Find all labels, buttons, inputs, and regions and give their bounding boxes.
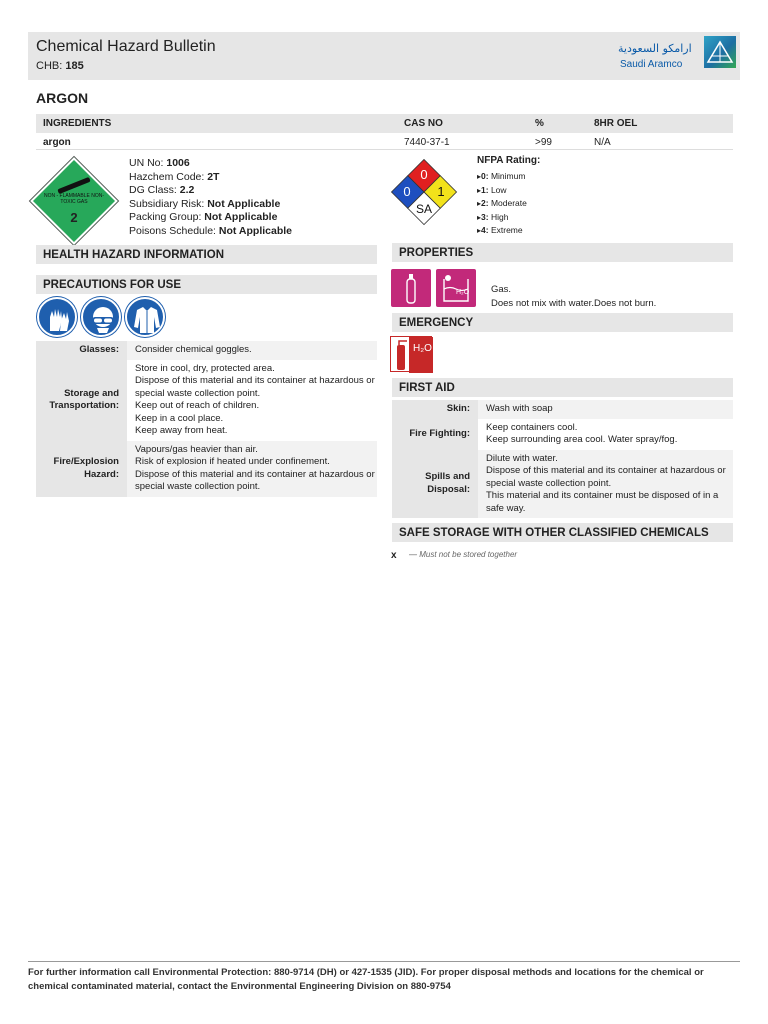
h2o-label: H₂O xyxy=(413,343,432,354)
section-precautions: PRECAUTIONS FOR USE xyxy=(36,275,377,294)
table-row xyxy=(392,400,733,419)
ingredient-percent: >99 xyxy=(535,137,552,148)
chb-number: CHB: 185 xyxy=(36,60,84,72)
saudi-aramco-logo xyxy=(618,35,736,77)
section-emergency: EMERGENCY xyxy=(392,313,733,332)
un-info xyxy=(129,157,292,238)
storage-note: — Must not be stored together xyxy=(409,550,518,559)
list-item: ▸ 1: Low xyxy=(477,184,527,198)
substance-name: ARGON xyxy=(36,90,89,106)
list-item: ▸ 0: Minimum xyxy=(477,170,527,184)
ingredient-oel: N/A xyxy=(594,137,611,148)
ingredients-header xyxy=(36,114,733,133)
table-row xyxy=(36,360,377,441)
row-value: Consider chemical goggles. xyxy=(127,341,377,360)
list-item: ▸ 2: Moderate xyxy=(477,197,527,211)
col-ingredients: INGREDIENTS xyxy=(43,118,112,129)
row-value: Store in cool, dry, protected area. Dispose of this material and its container at hazardous or special waste collection point. Keep out of reach of children. Keep in a cool place. Keep away from heat. xyxy=(135,362,375,436)
lab-coat-icon xyxy=(125,297,165,337)
row-label: Fire/Explosion Hazard: xyxy=(36,441,127,497)
section-health-hazard: HEALTH HAZARD INFORMATION xyxy=(36,245,377,264)
h2o-label: H₂O xyxy=(456,289,470,296)
table-row xyxy=(392,419,733,450)
table-row xyxy=(36,441,377,497)
section-properties: PROPERTIES xyxy=(392,243,733,262)
aramco-logo-icon xyxy=(704,36,736,68)
col-oel: 8HR OEL xyxy=(594,118,638,129)
bulletin-header xyxy=(28,32,740,80)
footer-divider xyxy=(28,961,740,962)
row-label: Skin: xyxy=(392,400,478,419)
table-row xyxy=(36,133,733,150)
section-safe-storage: SAFE STORAGE WITH OTHER CLASSIFIED CHEMICALS xyxy=(392,523,733,542)
table-row xyxy=(392,450,733,519)
un-info-row: DG Class: 2.2 xyxy=(129,184,195,196)
precautions-table xyxy=(36,341,377,497)
nfpa-special: SA xyxy=(415,202,433,216)
ingredient-name: argon xyxy=(43,137,71,148)
gloves-icon xyxy=(37,297,77,337)
ingredient-cas: 7440-37-1 xyxy=(404,137,450,148)
nfpa-diamond-icon xyxy=(390,158,458,226)
table-row xyxy=(36,341,377,360)
un-info-row: Hazchem Code: 2T xyxy=(129,170,220,183)
row-label: Fire Fighting: xyxy=(392,419,478,450)
row-label: Storage and Transportation: xyxy=(36,360,127,441)
row-value: Wash with soap xyxy=(478,400,733,419)
col-cas-no: CAS NO xyxy=(404,118,443,129)
nfpa-reactivity: 1 xyxy=(437,184,445,199)
un-info-row: Poisons Schedule: Not Applicable xyxy=(129,224,293,237)
storage-x-symbol: x xyxy=(391,550,397,561)
nfpa-scale xyxy=(477,170,527,238)
nfpa-flammability: 0 xyxy=(420,167,428,182)
dg-label-text: NON - FLAMMABLE NON-TOXIC GAS xyxy=(43,193,104,205)
row-label: Glasses: xyxy=(36,341,127,360)
water-insoluble-icon xyxy=(436,269,476,307)
list-item: ▸ 4: Extreme xyxy=(477,224,527,238)
footer-contact-text: For further information call Environmental Protection: 880-9714 (DH) or 427-1535 (JID). For proper disposal methods and locations for the chemical or chemical contaminated material, contact the Environmental Engineering Division on 880-9754 xyxy=(28,967,704,992)
row-label: Spills and Disposal: xyxy=(392,450,478,519)
page-title: Chemical Hazard Bulletin xyxy=(36,38,216,55)
first-aid-table xyxy=(392,400,733,518)
row-value: Dilute with water. Dispose of this material and its container at hazardous or special waste collection point. This material and its container must be disposed of in a safe way. xyxy=(478,450,733,519)
nfpa-label: NFPA Rating: xyxy=(477,155,541,166)
row-value: Keep containers cool. Keep surrounding area cool. Water spray/fog. xyxy=(486,421,678,445)
gas-cylinder-icon xyxy=(391,269,431,307)
goggles-icon xyxy=(81,297,121,337)
logo-arabic-text: ارامكو السعودية xyxy=(618,42,692,55)
list-item: ▸ 3: High xyxy=(477,211,527,225)
dg-class-number: 2 xyxy=(70,210,78,225)
properties-text: Gas. Does not mix with water.Does not burn. xyxy=(491,284,657,309)
un-info-row: Packing Group: Not Applicable xyxy=(129,211,278,223)
col-percent: % xyxy=(535,118,544,129)
row-value: Vapours/gas heavier than air. Risk of explosion if heated under confinement. Dispose of this material and its container at hazardous or special waste collection point. xyxy=(127,441,377,497)
logo-english-text: Saudi Aramco xyxy=(620,59,683,70)
un-info-row: Subsidiary Risk: Not Applicable xyxy=(129,197,281,210)
un-info-row: UN No: 1006 xyxy=(129,157,190,169)
nfpa-health: 0 xyxy=(403,184,411,199)
section-first-aid: FIRST AID xyxy=(392,378,733,397)
fire-extinguisher-icon xyxy=(390,336,432,372)
